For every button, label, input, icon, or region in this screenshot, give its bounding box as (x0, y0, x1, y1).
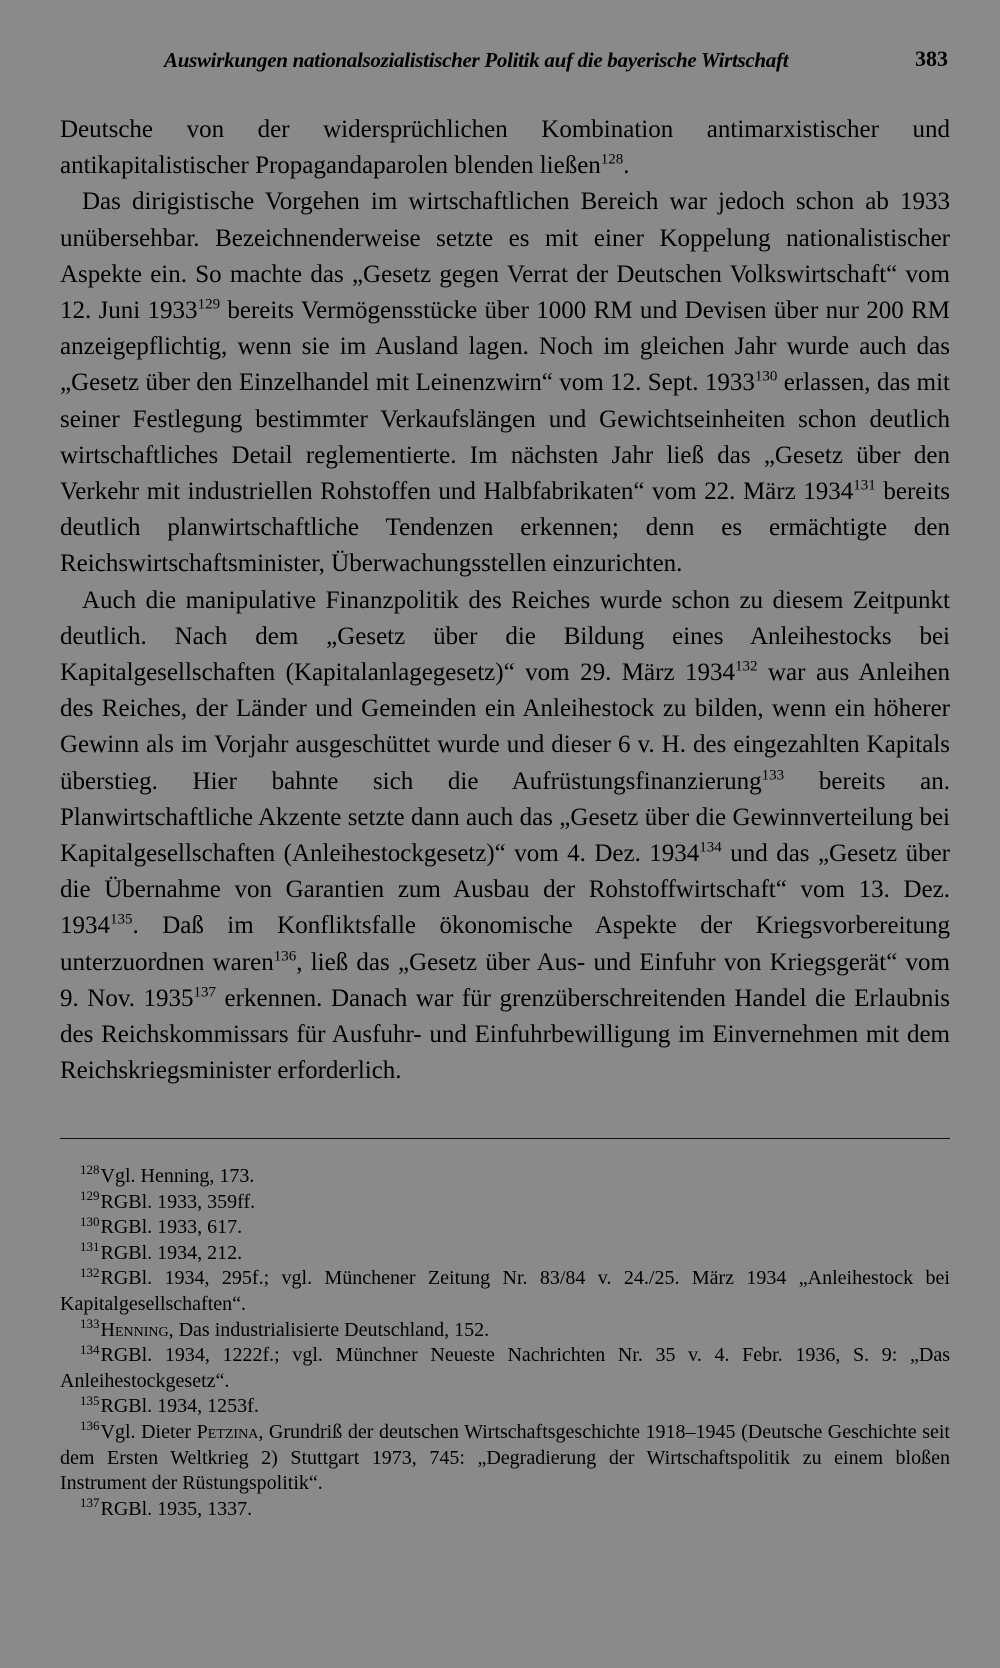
footnote (60, 1420, 950, 1497)
footnote-author: Henning (100, 1318, 169, 1341)
footnote-text: RGBl. 1934, 295f.; vgl. Münchener Zeitung Nr. 83/84 v. 24./25. März 1934 „Anleihestock bei Kapitalgesellschaften“. (60, 1267, 950, 1315)
body-text-run: Deutsche von der widersprüchlichen Kombination antimarxistischer und antikapitalistischer Propagandaparolen blenden ließen (60, 116, 950, 180)
footnote-text: , Grundriß der deutschen Wirtschaftsgeschichte 1918–1945 (Deutsche Geschichte seit dem Ersten Weltkrieg 2) Stuttgart 1973, 745: „Degradierung der Wirtschaftspolitik zu einem bloßen Instrument der Rüstungspolitik“. (60, 1420, 950, 1495)
footnote-text: RGBl. 1933, 617. (100, 1216, 243, 1239)
footnote-text: RGBl. 1933, 359ff. (100, 1190, 256, 1213)
footnote-number: 131 (80, 1239, 100, 1255)
footnote-reference: 134 (699, 839, 722, 856)
body-text-run: war aus Anleihen des Reiches, der Länder und Gemeinden ein Anleihestock zu bilden, wenn ein höherer Gewinn als im Vorjahr ausgeschüttet wurde und dieser 6 v. H. des eingezahlten Kapitals überstieg. Hier bahnte sich die Aufrüstungsfinanzierung (60, 659, 951, 795)
body-paragraph (60, 583, 950, 1090)
body-paragraph (60, 112, 950, 184)
footnote (60, 1187, 950, 1216)
footnote-number: 135 (80, 1392, 100, 1408)
footnote-text: , Das industrialisierte Deutschland, 152. (168, 1318, 490, 1341)
footnote-text: RGBl. 1934, 1222f.; vgl. Münchner Neueste Nachrichten Nr. 35 v. 4. Febr. 1936, S. 9: „Das Anleihestockgesetz“. (60, 1344, 950, 1392)
running-head (60, 40, 950, 80)
footnote-reference: 129 (197, 296, 221, 313)
footnote (60, 1266, 950, 1317)
footnote-number: 133 (80, 1315, 100, 1331)
running-title: Auswirkungen nationalsozialistischer Politik auf die bayerische Wirtschaft (164, 48, 789, 72)
footnote-reference: 137 (193, 984, 217, 1001)
footnote-number: 129 (80, 1187, 100, 1203)
body-text-run: und das „Gesetz über die Übernahme von Garantien zum Ausbau der Rohstoffwirtschaft“ vom 13. Dez. 1934 (60, 840, 950, 940)
footnote-text: RGBl. 1934, 212. (100, 1241, 243, 1264)
footnote (60, 1497, 950, 1523)
footnote-reference: 132 (735, 658, 758, 675)
body-text-run: Auch die manipulative Finanzpolitik des Reiches wurde schon zu diesem Zeitpunkt deutlich. Nach dem „Gesetz über die Bildung eines Anleihestocks bei Kapitalgesellschaften (Kapitalanlagegesetz)“ vom 29. März 1934 (60, 586, 950, 687)
footnote-rule (60, 1138, 950, 1139)
footnote-number: 128 (80, 1162, 100, 1178)
footnote-number: 136 (80, 1418, 100, 1434)
body-text-run: . Daß im Konfliktsfalle ökonomische Aspekte der Kriegsvorbereitung unterzuordnen waren (60, 912, 950, 976)
footnote-number: 137 (80, 1495, 100, 1511)
body-text-run: erkennen. Danach war für grenzüberschreitenden Handel die Erlaubnis des Reichskommissars für Ausfuhr- und Einfuhrbewilligung im Einvernehmen mit dem Reichskriegsminister erforderlich. (60, 984, 950, 1085)
footnote-reference: 133 (761, 767, 785, 784)
footnote (60, 1164, 950, 1190)
body-paragraph (60, 184, 950, 582)
footnote (60, 1343, 950, 1394)
body-text-run: . (623, 152, 630, 180)
body-text-run: , ließ das „Gesetz über Aus- und Einfuhr von Kriegsgerät“ vom 9. Nov. 1935 (60, 948, 950, 1012)
footnote (60, 1241, 950, 1267)
footnote (60, 1394, 950, 1420)
footnote (60, 1315, 950, 1344)
footnotes (60, 1164, 950, 1522)
footnote-reference: 135 (110, 912, 133, 929)
footnote-text: RGBl. 1934, 1253f. (100, 1395, 259, 1418)
page-number: 383 (915, 46, 948, 71)
body-text-run: bereits Vermögensstücke über 1000 RM und Devisen über nur 200 RM anzeigepflichtig, wenn sie im Ausland lagen. Noch im gleichen Jahr wurde auch das „Gesetz über den Einzelhandel mit Leinenzwirn“ vom 12. Sept. 1933 (60, 297, 950, 397)
footnote-number: 132 (80, 1264, 100, 1280)
body-text-run: Das dirigistische Vorgehen im wirtschaftlichen Bereich war jedoch schon ab 1933 unübersehbar. Bezeichnenderweise setzte es mit einer Koppelung nationalistischer Aspekte ein. So machte das „Gesetz gegen Verrat der Deutschen Volkswirtschaft“ vom 12. Juni 1933 (60, 188, 950, 325)
footnote-author: Petzina (196, 1420, 259, 1443)
footnote-reference: 128 (600, 151, 624, 168)
body-text-run: bereits an. Planwirtschaftliche Akzente setzte dann auch das „Gesetz über die Gewinnverteilung bei Kapitalgesellschaften (Anleihestockgesetz)“ vom 4. Dez. 1934 (60, 767, 950, 868)
body-text-run: erlassen, das mit seiner Festlegung bestimmter Verkaufslängen und Gewichtseinheiten schon deutlich wirtschaftliches Detail reglementierte. Im nächsten Jahr ließ das „Gesetz über den Verkehr mit industriellen Rohstoffen und Halbfabrikaten“ vom 22. März 1934 (60, 369, 951, 506)
footnote (60, 1215, 950, 1241)
footnote-reference: 130 (754, 369, 778, 386)
footnote-number: 130 (80, 1213, 100, 1229)
footnote-text: RGBl. 1935, 1337. (100, 1497, 253, 1520)
footnote-reference: 131 (853, 477, 876, 494)
footnote-text: Vgl. Henning, 173. (100, 1165, 255, 1187)
footnote-text: Vgl. Dieter (100, 1420, 197, 1443)
footnote-reference: 136 (273, 948, 297, 965)
footnote-number: 134 (80, 1341, 100, 1357)
body-text-run: bereits deutlich planwirtschaftliche Tendenzen erkennen; denn es ermächtigte den Reichswirtschaftsminister, Überwachungsstellen einzurichten. (60, 478, 950, 578)
body-text (60, 112, 950, 1089)
